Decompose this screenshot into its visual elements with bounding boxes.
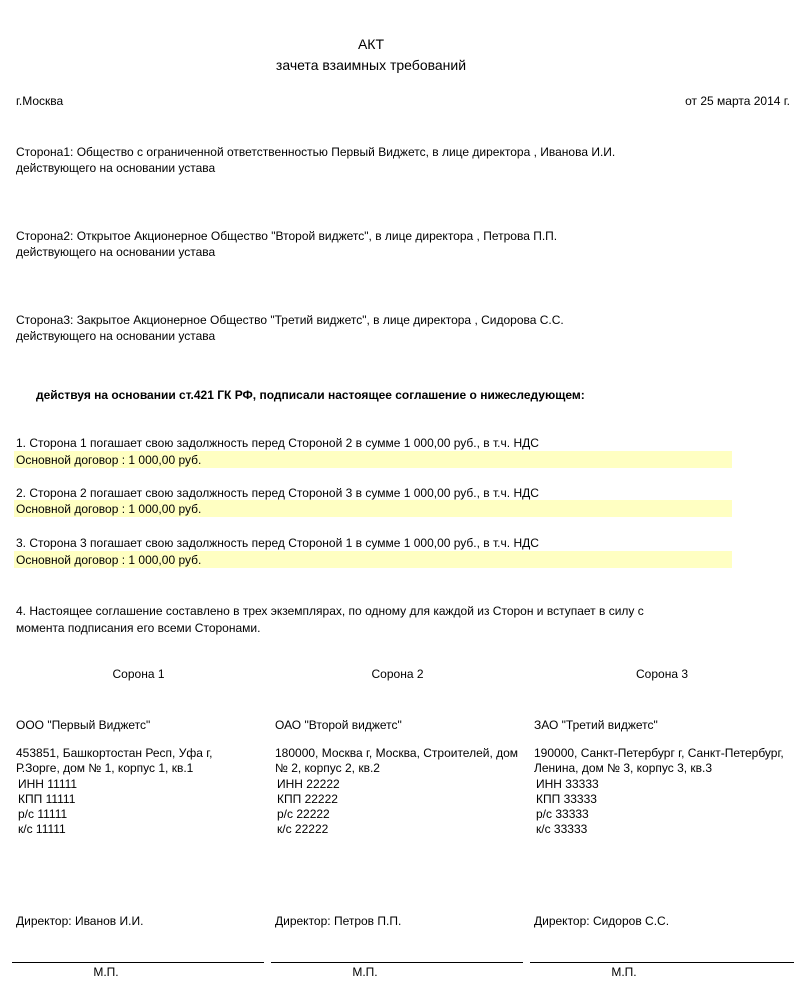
- signatory-3-kpp: КПП 33333: [536, 792, 597, 806]
- signatory-3-stamp: М.П.: [611, 965, 637, 979]
- signatory-2-director: Директор: Петров П.П.: [275, 914, 402, 928]
- signatory-2-inn: ИНН 22222: [277, 777, 340, 791]
- signatory-1-stamp: М.П.: [93, 965, 119, 979]
- signatory-2-stamp: М.П.: [352, 965, 378, 979]
- city: г.Москва: [16, 94, 64, 108]
- signatory-2-rs: р/с 22222: [277, 807, 330, 821]
- clause-1-text: 1. Сторона 1 погашает свою задолжность перед Стороной 2 в сумме 1 000,00 руб., в т.ч. НДС: [16, 436, 539, 450]
- signatory-2-ks: к/с 22222: [277, 822, 329, 836]
- party-1-line2: действующего на основании устава: [16, 161, 216, 175]
- clause-4-line1: 4. Настоящее соглашение составлено в трех экземплярах, по одному для каждой из Сторон и вступает в силу с: [16, 604, 644, 618]
- signatory-1-company: ООО "Первый Виджетс": [16, 718, 151, 732]
- party-3-line1: Сторона3: Закрытое Акционерное Общество "Третий виджетс", в лице директора , Сидорова С.С.: [16, 313, 564, 327]
- clause-3-contract: Основной договор : 1 000,00 руб.: [16, 553, 202, 567]
- signatory-1-kpp: КПП 11111: [18, 792, 76, 806]
- signatory-1-rs: р/с 11111: [18, 807, 68, 821]
- signature-line-3: [530, 962, 794, 963]
- signatory-3-inn: ИНН 33333: [536, 777, 599, 791]
- signature-line-1: [12, 962, 264, 963]
- signatory-1-ks: к/с 11111: [18, 822, 66, 836]
- signatory-2-heading: Сорона 2: [371, 667, 424, 681]
- clause-2-contract: Основной договор : 1 000,00 руб.: [16, 502, 202, 516]
- clause-1-contract: Основной договор : 1 000,00 руб.: [16, 453, 202, 467]
- signatory-1-inn: ИНН 11111: [18, 777, 78, 791]
- party-1-line1: Сторона1: Общество с ограниченной ответственностью Первый Виджетс, в лице директора , Иванова И.И.: [16, 145, 616, 159]
- signatory-3-address: 190000, Санкт-Петербург г, Санкт-Петербург, Ленина, дом № 3, корпус 3, кв.3: [534, 746, 784, 775]
- signatory-3-ks: к/с 33333: [536, 822, 588, 836]
- doc-title: АКТ: [357, 36, 385, 52]
- date: от 25 марта 2014 г.: [685, 94, 790, 108]
- preamble: действуя на основании ст.421 ГК РФ, подписали настоящее соглашение о нижеследующем:: [36, 388, 585, 402]
- party-2-line2: действующего на основании устава: [16, 245, 216, 259]
- clause-4-line2: момента подписания его всеми Сторонами.: [16, 621, 261, 635]
- signatory-3-director: Директор: Сидоров С.С.: [534, 914, 670, 928]
- signatory-1-address: 453851, Башкортостан Респ, Уфа г, Р.Зорге, дом № 1, корпус 1, кв.1: [16, 746, 213, 775]
- signatory-1-heading: Сорона 1: [112, 667, 165, 681]
- signatory-2-company: ОАО "Второй виджетс": [275, 718, 402, 732]
- signature-line-2: [271, 962, 523, 963]
- signatory-3-heading: Сорона 3: [636, 667, 688, 681]
- signatory-2-kpp: КПП 22222: [277, 792, 338, 806]
- doc-subtitle: зачета взаимных требований: [275, 57, 467, 73]
- clause-2-text: 2. Сторона 2 погашает свою задолжность перед Стороной 3 в сумме 1 000,00 руб., в т.ч. НДС: [16, 486, 539, 500]
- signatory-3-company: ЗАО "Третий виджетс": [534, 718, 658, 732]
- party-3-line2: действующего на основании устава: [16, 329, 216, 343]
- clause-3-text: 3. Сторона 3 погашает свою задолжность перед Стороной 1 в сумме 1 000,00 руб., в т.ч. НДС: [16, 536, 539, 550]
- signatory-2-address: 180000, Москва г, Москва, Строителей, дом № 2, корпус 2, кв.2: [275, 746, 519, 775]
- party-2-line1: Сторона2: Открытое Акционерное Общество "Второй виджетс", в лице директора , Петрова П.П.: [16, 229, 558, 243]
- signatory-1-director: Директор: Иванов И.И.: [16, 914, 144, 928]
- signatory-3-rs: р/с 33333: [536, 807, 589, 821]
